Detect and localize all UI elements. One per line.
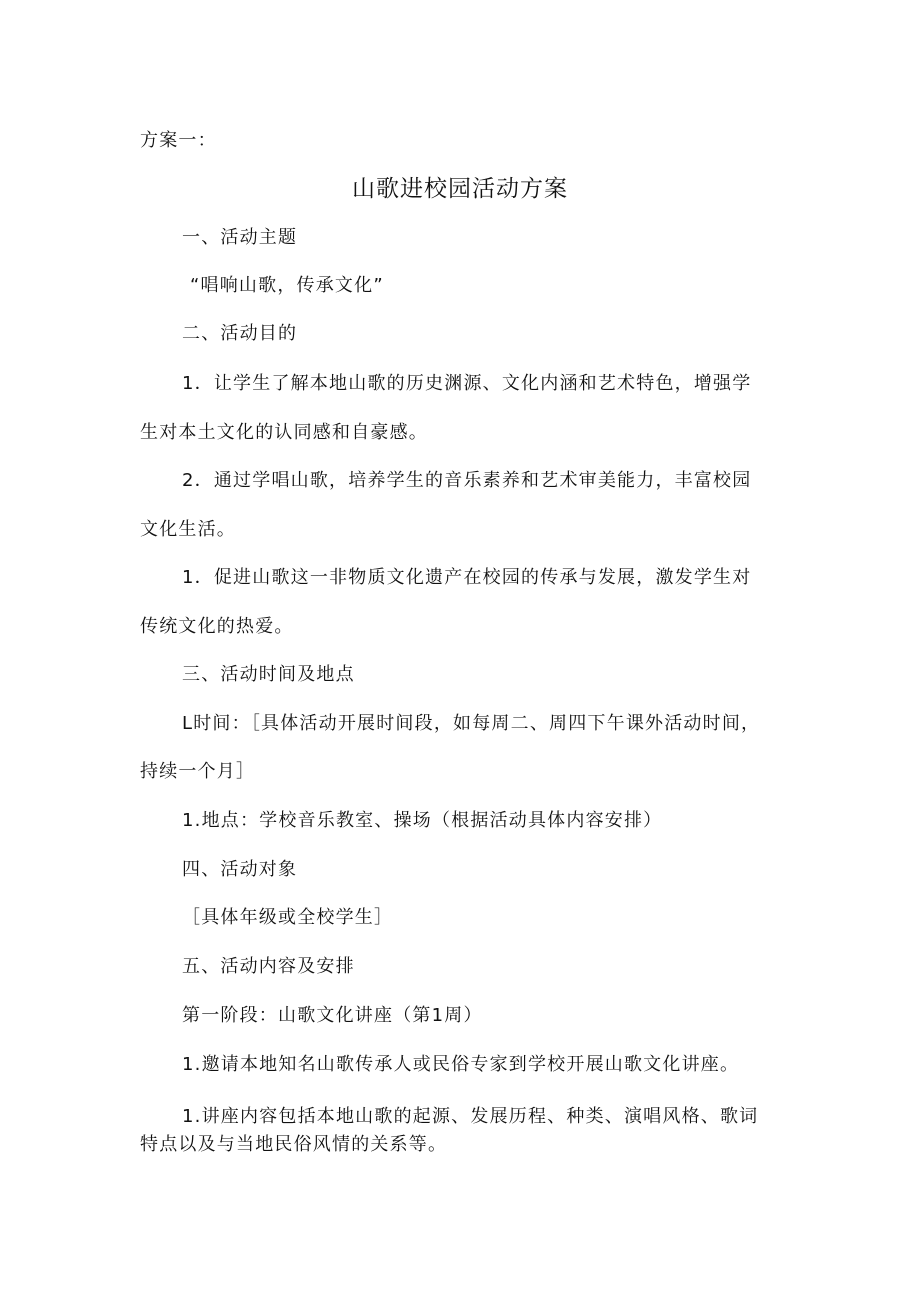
section-heading-target: 四、活动对象 bbox=[182, 859, 298, 880]
section-heading-time-place: 三、活动时间及地点 bbox=[182, 664, 355, 685]
stage-one-heading: 第一阶段：山歌文化讲座（第1周） bbox=[182, 1005, 483, 1026]
theme-slogan: “唱响山歌，传承文化” bbox=[190, 275, 384, 296]
purpose-item-3-line-1: 1．促进山歌这一非物质文化遗产在校园的传承与发展，激发学生对 bbox=[182, 567, 752, 588]
scheme-label: 方案一： bbox=[140, 130, 217, 151]
time-item-line-1: L时间：［具体活动开展时间段，如每周二、周四下午课外活动时间， bbox=[182, 713, 761, 734]
section-heading-content: 五、活动内容及安排 bbox=[182, 956, 355, 977]
stage-one-item-1: 1.邀请本地知名山歌传承人或民俗专家到学校开展山歌文化讲座。 bbox=[182, 1054, 740, 1075]
purpose-item-1-line-2: 生对本土文化的认同感和自豪感。 bbox=[140, 422, 428, 443]
stage-one-item-2-line-2: 特点以及与当地民俗风情的关系等。 bbox=[140, 1134, 448, 1155]
purpose-item-1-line-1: 1．让学生了解本地山歌的历史渊源、文化内涵和艺术特色，增强学 bbox=[182, 373, 752, 394]
document-title: 山歌进校园活动方案 bbox=[352, 176, 568, 202]
purpose-item-2-line-2: 文化生活。 bbox=[140, 519, 236, 540]
time-item-line-2: 持续一个月］ bbox=[140, 761, 256, 782]
section-heading-theme: 一、活动主题 bbox=[182, 227, 298, 248]
target-item: ［具体年级或全校学生］ bbox=[182, 907, 394, 928]
place-item: 1.地点：学校音乐教室、操场（根据活动具体内容安排） bbox=[182, 810, 663, 831]
stage-one-item-2-line-1: 1.讲座内容包括本地山歌的起源、发展历程、种类、演唱风格、歌词 bbox=[182, 1106, 759, 1127]
purpose-item-2-line-1: 2．通过学唱山歌，培养学生的音乐素养和艺术审美能力，丰富校园 bbox=[182, 470, 752, 491]
purpose-item-3-line-2: 传统文化的热爱。 bbox=[140, 616, 294, 637]
section-heading-purpose: 二、活动目的 bbox=[182, 323, 298, 344]
